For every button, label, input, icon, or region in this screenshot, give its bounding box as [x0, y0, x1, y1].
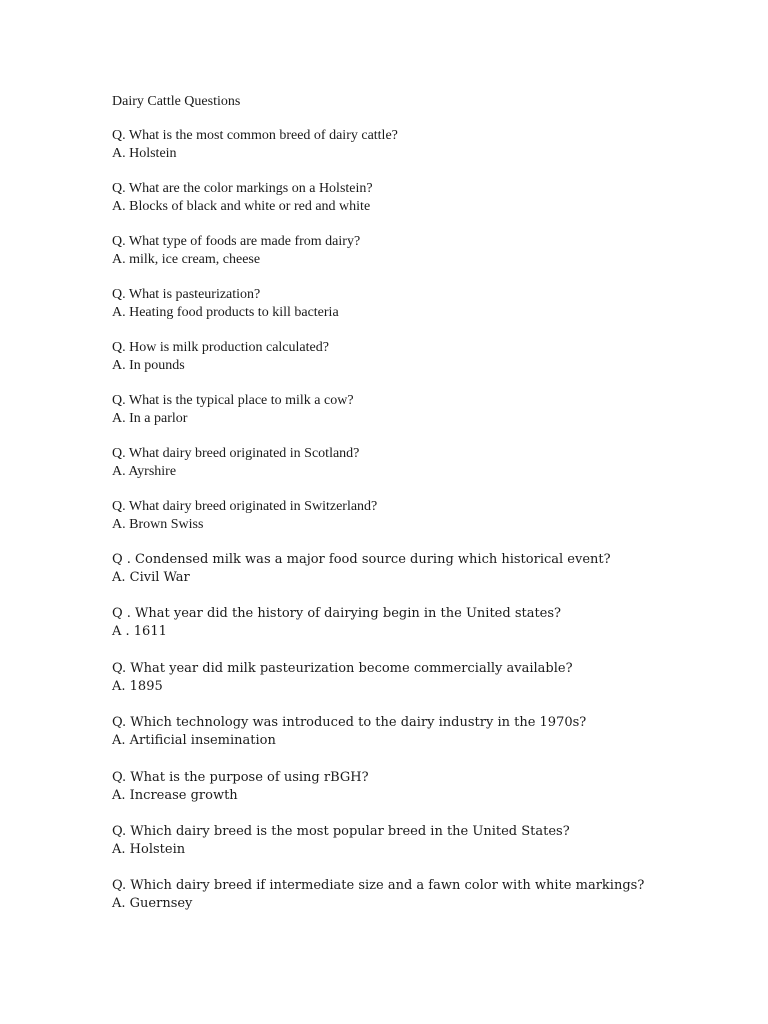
answer-text: A. Holstein	[112, 146, 177, 161]
question-text: Q. How is milk production calculated?	[112, 340, 329, 355]
qa-item	[112, 392, 732, 428]
question-text: Q. What are the color markings on a Holstein?	[112, 181, 373, 196]
qa-item	[112, 127, 732, 163]
qa-item	[112, 498, 732, 534]
question-text: Q. What type of foods are made from dairy?	[112, 234, 361, 249]
answer-text: A. Civil War	[112, 570, 190, 585]
question-text: Q . Condensed milk was a major food source during which historical event?	[112, 552, 611, 567]
document-page	[112, 92, 732, 932]
answer-text: A. Blocks of black and white or red and white	[112, 199, 371, 214]
question-text: Q. What year did milk pasteurization become commercially available?	[112, 660, 573, 676]
question-text: Q. What is pasteurization?	[112, 287, 261, 302]
qa-item	[112, 769, 732, 805]
qa-item	[112, 180, 732, 216]
answer-text: A. Brown Swiss	[112, 517, 204, 532]
question-text: Q. What dairy breed originated in Scotland?	[112, 446, 360, 461]
qa-item	[112, 286, 732, 322]
question-text: Q. What is the typical place to milk a cow?	[112, 393, 354, 408]
question-text: Q. What is the most common breed of dairy cattle?	[112, 128, 398, 143]
answer-text: A. In pounds	[112, 358, 185, 373]
qa-item	[112, 660, 732, 696]
qa-item	[112, 445, 732, 481]
question-text: Q. What dairy breed originated in Switzerland?	[112, 499, 378, 514]
question-text: Q. Which dairy breed if intermediate size and a fawn color with white markings?	[112, 878, 645, 894]
qa-item	[112, 233, 732, 269]
answer-text: A. Increase growth	[112, 787, 238, 803]
answer-text: A. Holstein	[112, 841, 186, 857]
qa-item	[112, 823, 732, 859]
qa-item	[112, 714, 732, 750]
qa-item	[112, 605, 732, 641]
qa-item	[112, 551, 732, 587]
question-text: Q. Which technology was introduced to the dairy industry in the 1970s?	[112, 715, 587, 731]
answer-text: A. Guernsey	[112, 896, 193, 912]
answer-text: A. Heating food products to kill bacteria	[112, 305, 339, 320]
qa-item	[112, 877, 732, 913]
answer-text: A. milk, ice cream, cheese	[112, 252, 261, 267]
question-text: Q. What is the purpose of using rBGH?	[112, 769, 369, 785]
answer-text: A. In a parlor	[112, 411, 188, 426]
question-text: Q. Which dairy breed is the most popular breed in the United States?	[112, 823, 570, 839]
question-text: Q . What year did the history of dairying begin in the United states?	[112, 606, 562, 622]
document-title: Dairy Cattle Questions	[112, 94, 241, 109]
answer-text: A. Ayrshire	[112, 464, 177, 479]
answer-text: A. Artificial insemination	[112, 733, 276, 749]
answer-text: A. 1895	[112, 678, 163, 694]
answer-text: A . 1611	[112, 624, 167, 640]
qa-item	[112, 339, 732, 375]
